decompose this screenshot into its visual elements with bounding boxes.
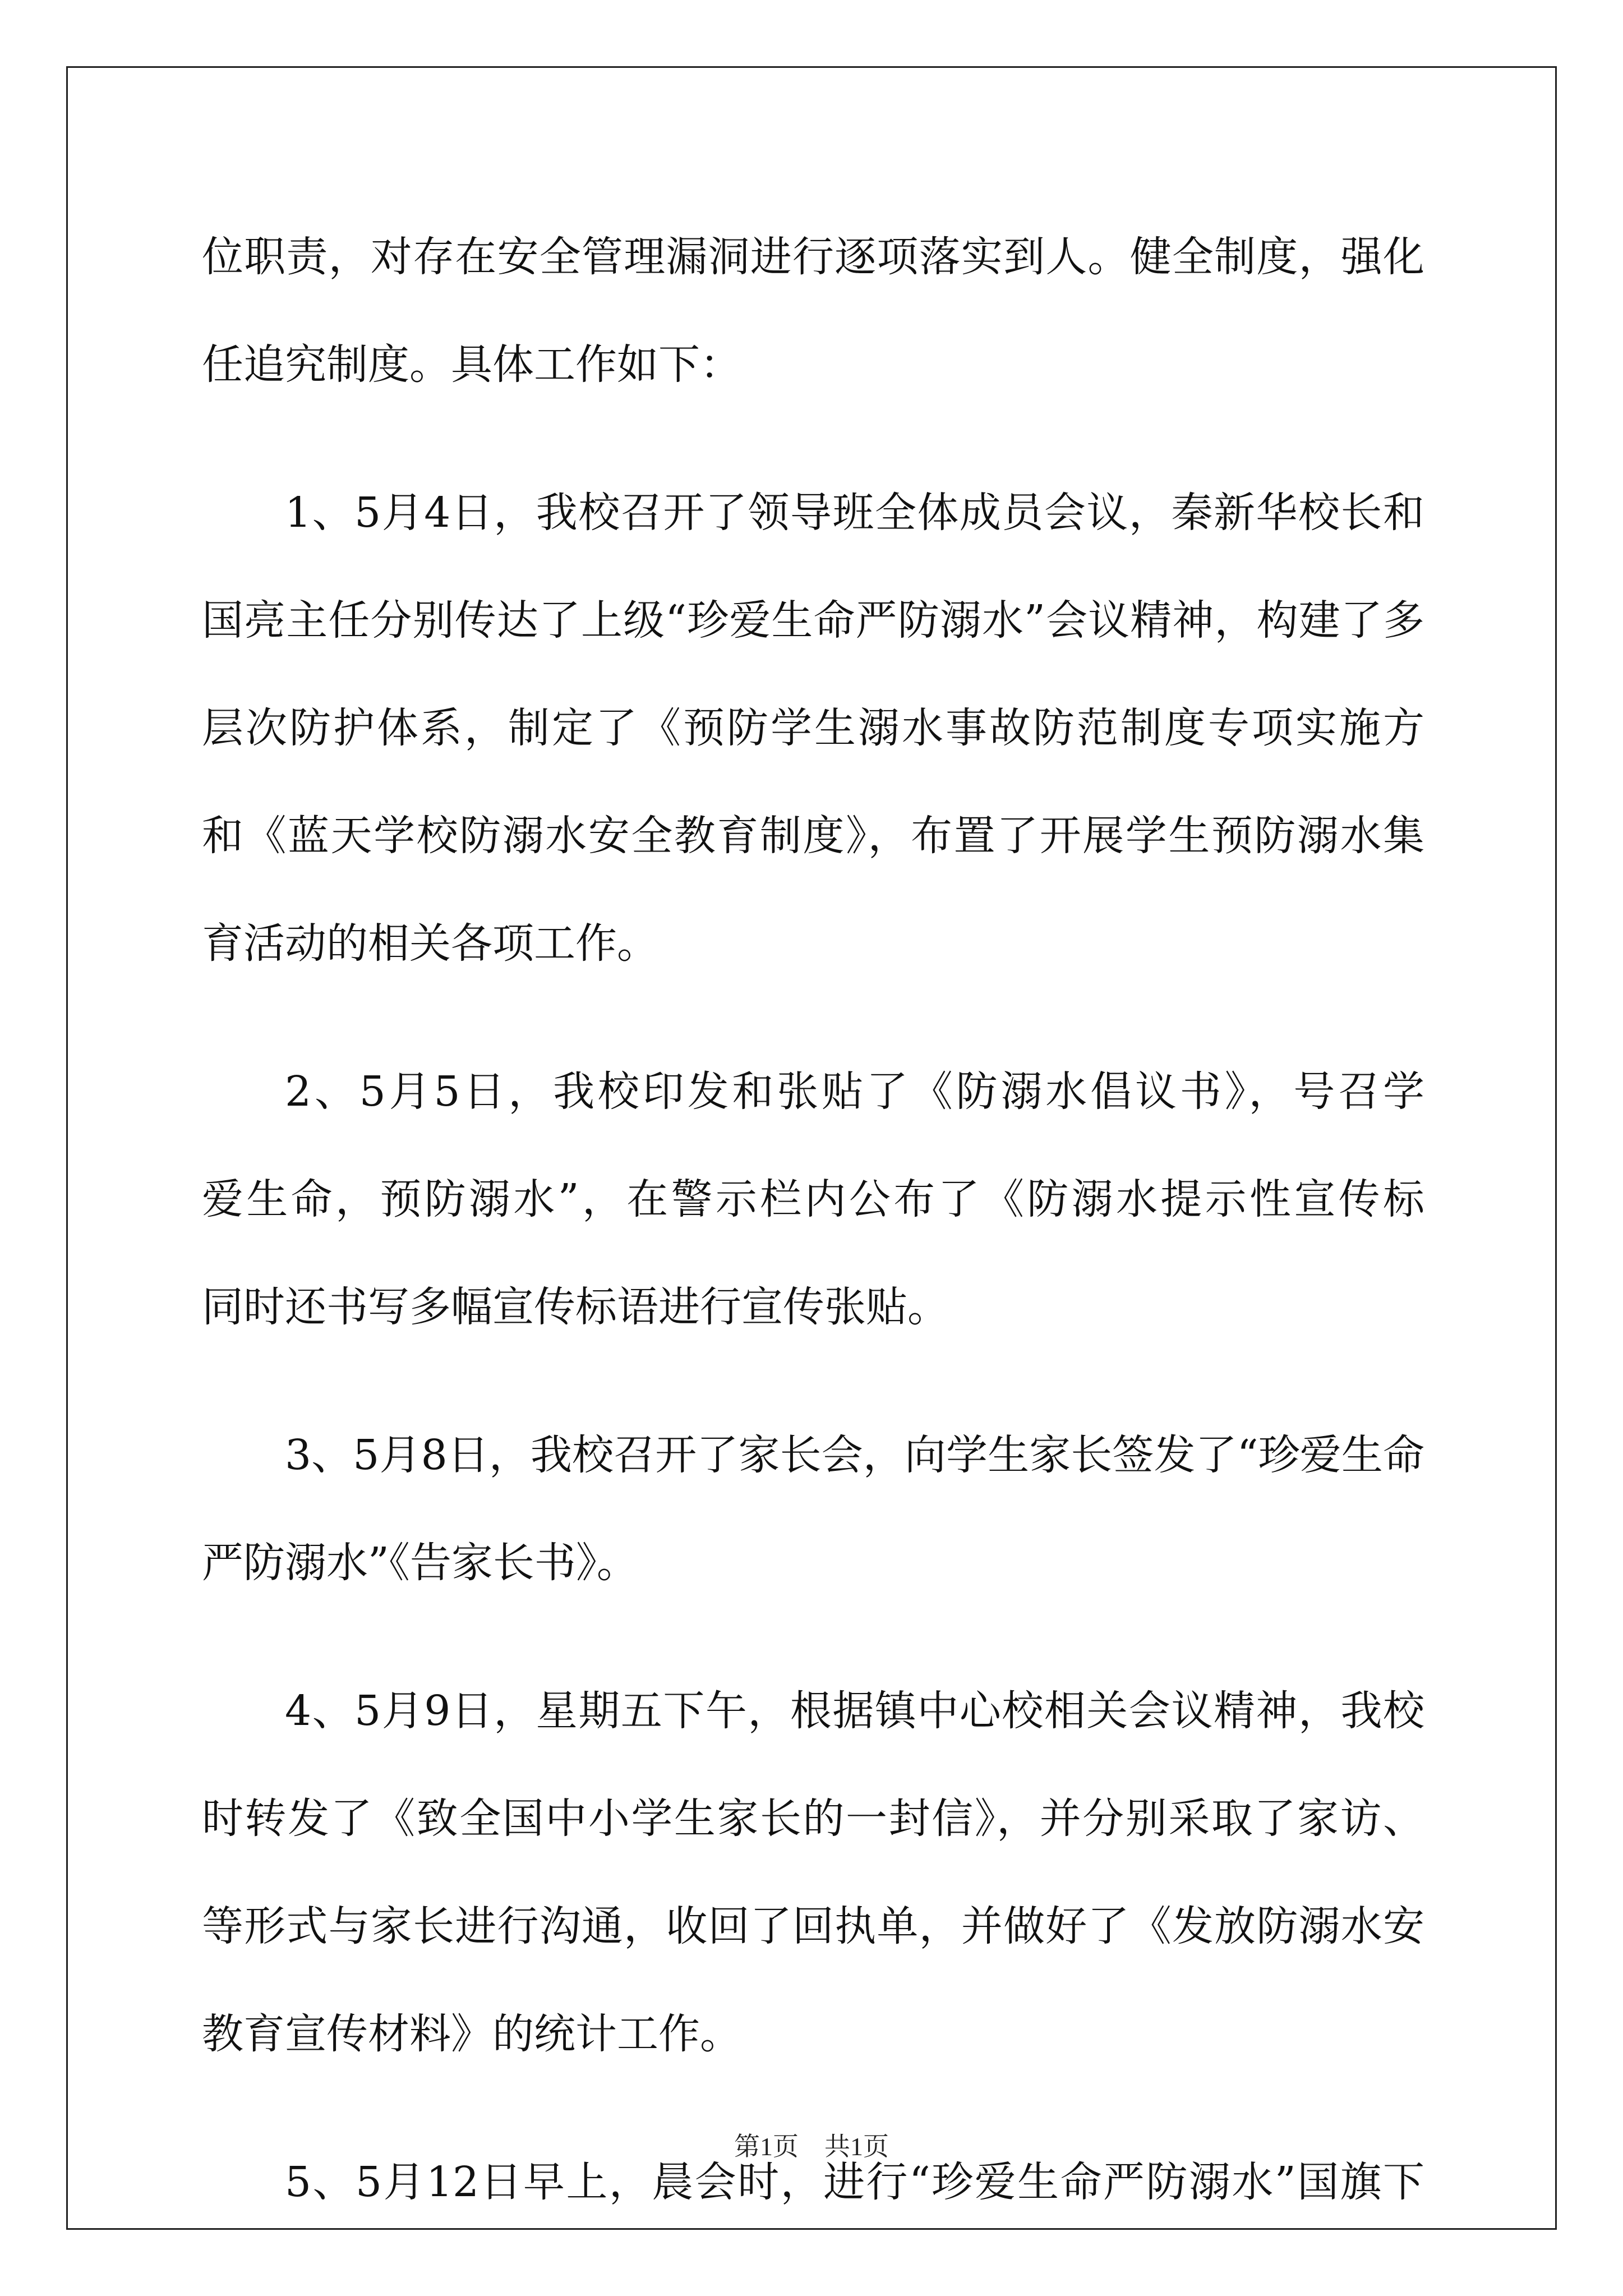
text-line: 育活动的相关各项工作。 (202, 919, 658, 968)
text-line: 3、5月8日，我校召开了家长会，向学生家长签发了“珍爱生命 (285, 1431, 1424, 1479)
text-line: 同时还书写多幅宣传标语进行宣传张贴。 (202, 1283, 949, 1331)
text-line: 5、5月12日早上，晨会时，进行“珍爱生命严防溺水”国旗下 (285, 2158, 1424, 2206)
text-line: 位职责，对存在安全管理漏洞进行逐项落实到人。健全制度，强化 (202, 233, 1424, 281)
text-line: 教育宣传材料》的统计工作。 (202, 2010, 741, 2058)
text-line: 层次防护体系，制定了《预防学生溺水事故防范制度专项实施方 (202, 704, 1424, 752)
text-line: 时转发了《致全国中小学生家长的一封信》，并分别采取了家访、 (202, 1795, 1424, 1843)
text-line: 国亮主任分别传达了上级“珍爱生命严防溺水”会议精神，构建了多 (202, 596, 1424, 645)
text-line: 和《蓝天学校防溺水安全教育制度》，布置了开展学生预防溺水集 (202, 812, 1424, 860)
paragraph (202, 1038, 1424, 1361)
document-body (202, 203, 1424, 2236)
text-line: 1、5月4日，我校召开了领导班全体成员会议，秦新华校长和 (285, 489, 1424, 537)
paragraph (202, 1657, 1424, 2088)
page-footer: 第1页 共1页 (734, 2132, 889, 2161)
paragraph (202, 1401, 1424, 1617)
text-line: 严防溺水”《告家长书》。 (202, 1539, 638, 1587)
text-line: 任追究制度。具体工作如下： (202, 341, 741, 389)
text-line: 2、5月5日，我校印发和张贴了《防溺水倡议书》，号召学 (285, 1068, 1424, 1116)
text-line: 等形式与家长进行沟通，收回了回执单，并做好了《发放防溺水安 (202, 1902, 1424, 1950)
text-line: 4、5月9日，星期五下午，根据镇中心校相关会议精神，我校 (285, 1687, 1424, 1735)
paragraph (202, 203, 1424, 418)
paragraph (202, 459, 1424, 997)
text-line: 爱生命，预防溺水”，在警示栏内公布了《防溺水提示性宣传标 (202, 1175, 1424, 1223)
